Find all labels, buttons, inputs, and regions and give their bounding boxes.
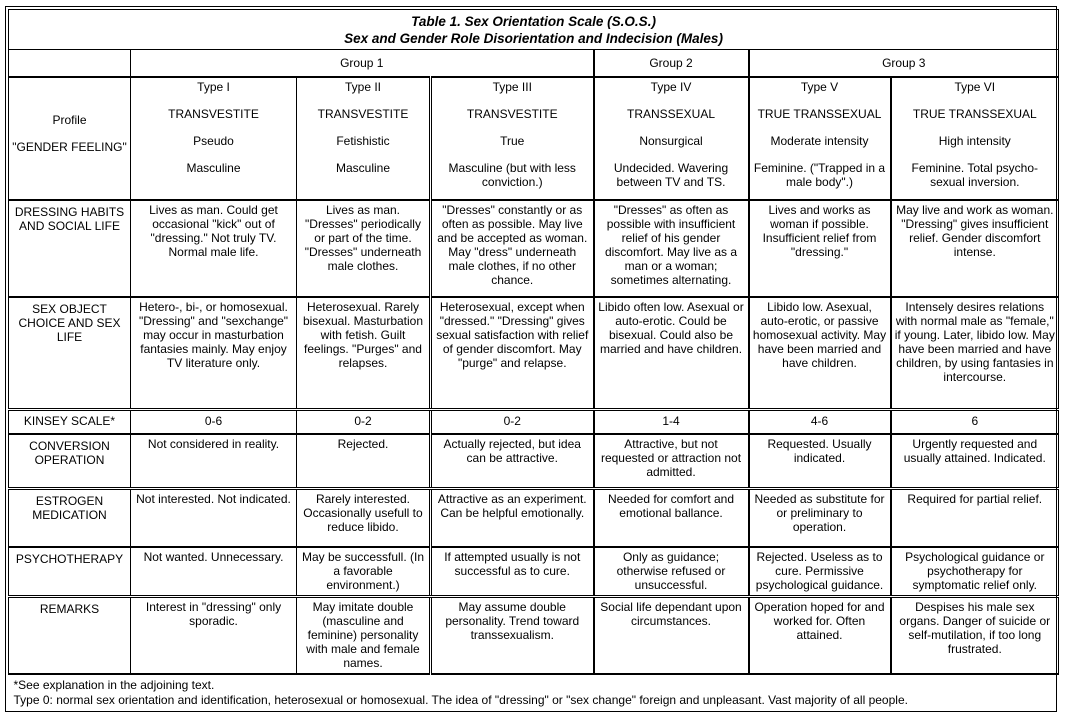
table-cell: Required for partial relief. [891, 489, 1059, 547]
row-label-estrogen-medication: ESTROGEN MEDICATION [9, 489, 131, 547]
table-cell: Intensely desires relations with normal male as "female," if young. Later, libido low. May have been married and have children, by using fantasies in intercourse. [891, 297, 1059, 410]
table-cell: 0-2 [297, 410, 431, 434]
type-name: Type II [344, 79, 382, 94]
profile-cell-type6 [891, 77, 1059, 200]
type-subtype: Nonsurgical [639, 133, 703, 148]
table-cell: Lives and works as woman if possible. Insufficient relief from "dressing." [749, 200, 891, 297]
profile-cell-type4 [594, 77, 749, 200]
table-cell: Heterosexual, except when "dressed." "Dressing" gives sexual satisfaction with relief of gender discomfort. May "purge" and relapse. [431, 297, 594, 410]
sex-object-row [9, 297, 1059, 410]
group-header-empty [9, 50, 131, 77]
profile-label: Profile [52, 112, 87, 127]
table-cell: 6 [891, 410, 1059, 434]
type-category: TRANSVESTITE [317, 106, 409, 121]
type-feeling: Feminine. ("Trapped in a male body".) [753, 160, 886, 189]
row-label-kinsey-scale: KINSEY SCALE* [9, 410, 131, 434]
table-cell: Psychological guidance or psychotherapy for symptomatic relief only. [891, 547, 1059, 597]
group-header-row [9, 50, 1059, 77]
table-cell: Needed for comfort and emotional ballance. [594, 489, 749, 547]
table-title-line1: Table 1. Sex Orientation Scale (S.O.S.) [411, 14, 656, 29]
table-cell: Rarely interested. Occasionally usefull to reduce libido. [297, 489, 431, 547]
type-category: TRANSVESTITE [466, 106, 558, 121]
type-name: Type IV [650, 79, 692, 94]
table-title-line2: Sex and Gender Role Disorientation and Indecision (Males) [344, 31, 723, 46]
table-cell: Lives as man. Could get occasional "kick" out of "dressing." Not truly TV. Normal male life. [131, 200, 297, 297]
type-feeling: Undecided. Wavering between TV and TS. [613, 160, 729, 189]
dressing-habits-row [9, 200, 1059, 297]
table-cell: May live and work as woman. "Dressing" gives insufficient relief. Gender discomfort intense. [891, 200, 1059, 297]
table-cell: Needed as substitute for or preliminary to operation. [749, 489, 891, 547]
footnote-row [9, 674, 1059, 716]
table-cell: May imitate double (masculine and feminine) personality with male and female names. [297, 597, 431, 674]
table-cell: Libido low. Asexual, auto-erotic, or passive homosexual activity. May have been married and have children. [749, 297, 891, 410]
table-cell: Actually rejected, but idea can be attractive. [431, 434, 594, 489]
table-cell: Interest in "dressing" only sporadic. [131, 597, 297, 674]
table-cell: Rejected. Useless as to cure. Permissive psychological guidance. [749, 547, 891, 597]
table-cell: If attempted usually is not successful as to cure. [431, 547, 594, 597]
type-feeling: Masculine [335, 160, 391, 175]
table-cell: 4-6 [749, 410, 891, 434]
conversion-operation-row [9, 434, 1059, 489]
profile-cell-type1 [131, 77, 297, 200]
type-category: TRANSVESTITE [168, 106, 259, 121]
type-feeling: Feminine. Total psycho-sexual inversion. [911, 160, 1039, 189]
table-cell: 1-4 [594, 410, 749, 434]
title-row [9, 10, 1059, 50]
table-cell: "Dresses" as often as possible with insufficient relief of his gender discomfort. May live as a man or a woman; sometimes alternating. [594, 200, 749, 297]
type-subtype: Pseudo [193, 133, 234, 148]
row-label-dressing-habits: DRESSING HABITS AND SOCIAL LIFE [9, 200, 131, 297]
gender-feeling-label: "GENDER FEELING" [12, 139, 127, 154]
type-name: Type VI [954, 79, 996, 94]
table-cell: "Dresses" constantly or as often as possible. May live and be accepted as woman. May "dress" underneath male clothes, if no other chance. [431, 200, 594, 297]
profile-cell-type5 [749, 77, 891, 200]
table-cell: 0-2 [431, 410, 594, 434]
type-subtype: Moderate intensity [770, 133, 869, 148]
table-cell: Urgently requested and usually attained. Indicated. [891, 434, 1059, 489]
table-cell: Not interested. Not indicated. [131, 489, 297, 547]
psychotherapy-row [9, 547, 1059, 597]
footnote-line1: *See explanation in the adjoining text. [13, 677, 215, 692]
table-cell: Despises his male sex organs. Danger of suicide or self-mutilation, if too long frustrated. [891, 597, 1059, 674]
table-cell: Operation hoped for and worked for. Often attained. [749, 597, 891, 674]
group-1-header: Group 1 [131, 50, 594, 77]
type-subtype: High intensity [938, 133, 1011, 148]
table-cell: Requested. Usually indicated. [749, 434, 891, 489]
remarks-row [9, 597, 1059, 674]
kinsey-scale-row [9, 410, 1059, 434]
table-cell: Lives as man. "Dresses" periodically or part of the time. "Dresses" underneath male clothes. [297, 200, 431, 297]
table-cell: Heterosexual. Rarely bisexual. Masturbation with fetish. Guilt feelings. "Purges" and relapses. [297, 297, 431, 410]
group-2-header: Group 2 [594, 50, 749, 77]
profile-cell-type3 [431, 77, 594, 200]
table-title [9, 10, 1059, 50]
table-cell: May be successfull. (In a favorable environment.) [297, 547, 431, 597]
table-cell: 0-6 [131, 410, 297, 434]
table-cell: Not wanted. Unnecessary. [131, 547, 297, 597]
footnote-line2: Type 0: normal sex orientation and identification, heterosexual or homosexual. The idea of "dressing" or "sex change" foreign and unpleasant. Vast majority of all people. [13, 692, 908, 707]
table-cell: Hetero-, bi-, or homosexual. "Dressing" and "sexchange" may occur in masturbation fantasies mainly. May enjoy TV literature only. [131, 297, 297, 410]
type-category: TRUE TRANSSEXUAL [757, 106, 882, 121]
table-cell: May assume double personality. Trend toward transsexualism. [431, 597, 594, 674]
row-label-sex-object: SEX OBJECT CHOICE AND SEX LIFE [9, 297, 131, 410]
row-label-psychotherapy: PSYCHOTHERAPY [9, 547, 131, 597]
row-label-profile [9, 77, 131, 200]
type-subtype: Fetishistic [336, 133, 390, 148]
type-subtype: True [500, 133, 525, 148]
table-cell: Attractive as an experiment. Can be helpful emotionally. [431, 489, 594, 547]
table-cell: Social life dependant upon circumstances. [594, 597, 749, 674]
profile-row [9, 77, 1059, 200]
type-category: TRUE TRANSSEXUAL [912, 106, 1037, 121]
table-cell: Not considered in reality. [131, 434, 297, 489]
group-3-header: Group 3 [749, 50, 1059, 77]
profile-cell-type2 [297, 77, 431, 200]
row-label-conversion-operation: CONVERSION OPERATION [9, 434, 131, 489]
table-cell: Attractive, but not requested or attraction not admitted. [594, 434, 749, 489]
type-name: Type III [492, 79, 532, 94]
footnote [9, 674, 1059, 716]
type-category: TRANSSEXUAL [626, 106, 716, 121]
table-cell: Rejected. [297, 434, 431, 489]
table-outer-border [5, 6, 1057, 712]
type-name: Type I [197, 79, 230, 94]
row-label-remarks: REMARKS [9, 597, 131, 674]
sos-table [8, 9, 1059, 716]
type-feeling: Masculine (but with less conviction.) [448, 160, 576, 189]
type-feeling: Masculine [186, 160, 241, 175]
table-cell: Libido often low. Asexual or auto-erotic. Could be bisexual. Could also be married and have children. [594, 297, 749, 410]
type-name: Type V [800, 79, 839, 94]
table-cell: Only as guidance; otherwise refused or unsuccessful. [594, 547, 749, 597]
estrogen-medication-row [9, 489, 1059, 547]
